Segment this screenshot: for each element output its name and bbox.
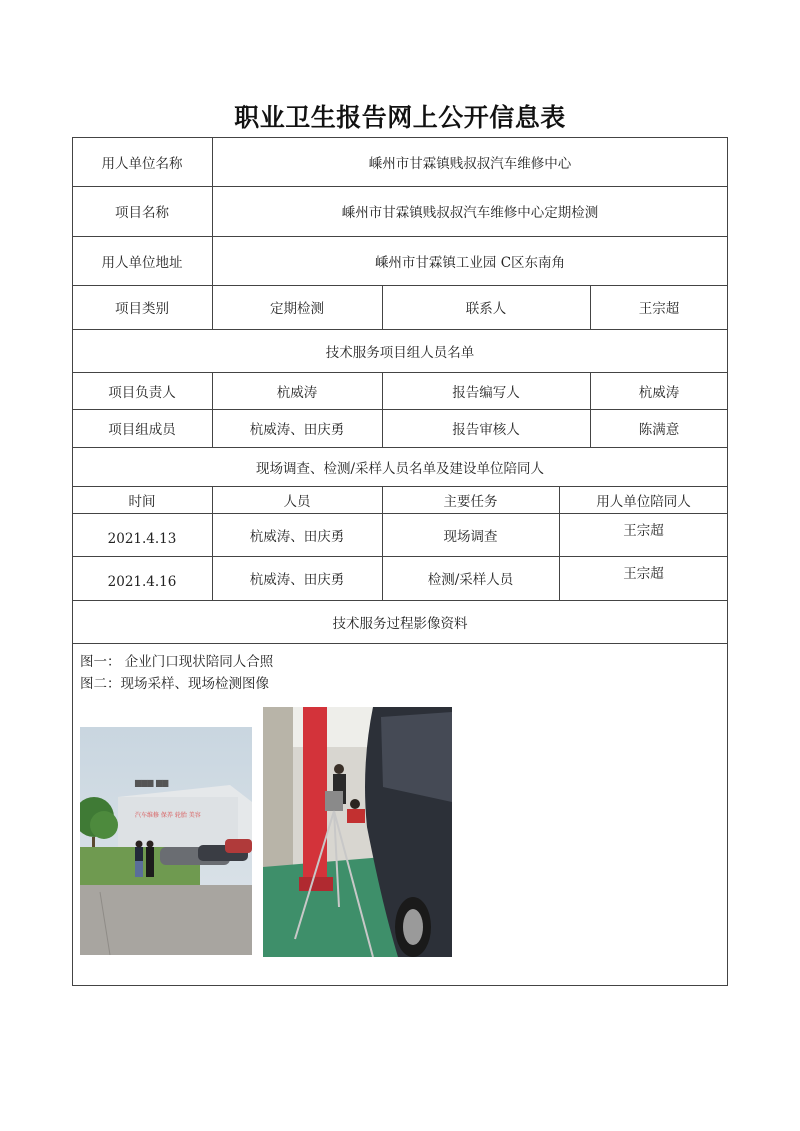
leader-value: 杭威涛 (276, 384, 318, 401)
contact-value: 王宗超 (638, 301, 680, 317)
survey-row-2-date: 2021.4.16 (107, 574, 177, 590)
leader-label: 项目负责人 (108, 384, 176, 401)
reviewer-value: 陈满意 (638, 422, 680, 438)
contact-label: 联系人 (465, 301, 507, 317)
photo-image-icon (263, 707, 452, 957)
members-label: 项目组成员 (108, 422, 176, 438)
column-header-task: 主要任务 (443, 493, 498, 510)
svg-text:▆▆▆ ▆▆: ▆▆▆ ▆▆ (135, 778, 169, 787)
column-header-date: 时间 (128, 493, 156, 510)
employer-address-label: 用人单位地址 (101, 254, 183, 271)
figure-2-caption: 图二：现场采样、现场检测图像 (80, 676, 269, 692)
survey-section-heading: 现场调查、检测/采样人员名单及建设单位陪同人 (255, 460, 545, 477)
figure-1-caption: 图一： 企业门口现状陪同人合照 (80, 654, 274, 670)
members-value: 杭威涛、田庆勇 (249, 422, 345, 438)
survey-row-2-task: 检测/采样人员 (427, 572, 514, 588)
survey-row-1-escort: 王宗超 (623, 523, 664, 539)
survey-row-1-date: 2021.4.13 (107, 530, 177, 547)
project-type-value: 定期检测 (270, 301, 324, 317)
project-name-label: 项目名称 (115, 205, 169, 221)
reviewer-label: 报告审核人 (452, 422, 520, 438)
survey-row-2-escort: 王宗超 (623, 566, 664, 582)
photo-image-icon (80, 727, 252, 955)
survey-row-2-personnel: 杭威涛、田庆勇 (249, 572, 345, 588)
on-site-detection-photo (263, 707, 452, 957)
writer-label: 报告编写人 (452, 384, 520, 401)
image-section-heading: 技术服务过程影像资料 (332, 615, 468, 632)
survey-row-1-personnel: 杭威涛、田庆勇 (249, 528, 345, 545)
page-title: 职业卫生报告网上公开信息表 (234, 103, 566, 132)
svg-text:汽车维修 保养 轮胎 美容: 汽车维修 保养 轮胎 美容 (135, 812, 201, 819)
row-divider (72, 643, 728, 644)
employer-name-label: 用人单位名称 (101, 155, 183, 172)
project-name-value: 嵊州市甘霖镇贱叔叔汽车维修中心定期检测 (341, 205, 599, 221)
column-header-personnel: 人员 (283, 493, 311, 510)
employer-name-value: 嵊州市甘霖镇贱叔叔汽车维修中心 (368, 155, 572, 172)
survey-row-1-task: 现场调查 (443, 528, 498, 545)
employer-address-value: 嵊州市甘霖镇工业园 C区东南角 (374, 254, 566, 271)
project-type-label: 项目类别 (115, 301, 169, 317)
writer-value: 杭威涛 (638, 384, 680, 401)
column-header-escort: 用人单位陪同人 (596, 493, 691, 510)
storefront-photo (80, 727, 252, 955)
team-section-heading: 技术服务项目组人员名单 (325, 344, 475, 361)
